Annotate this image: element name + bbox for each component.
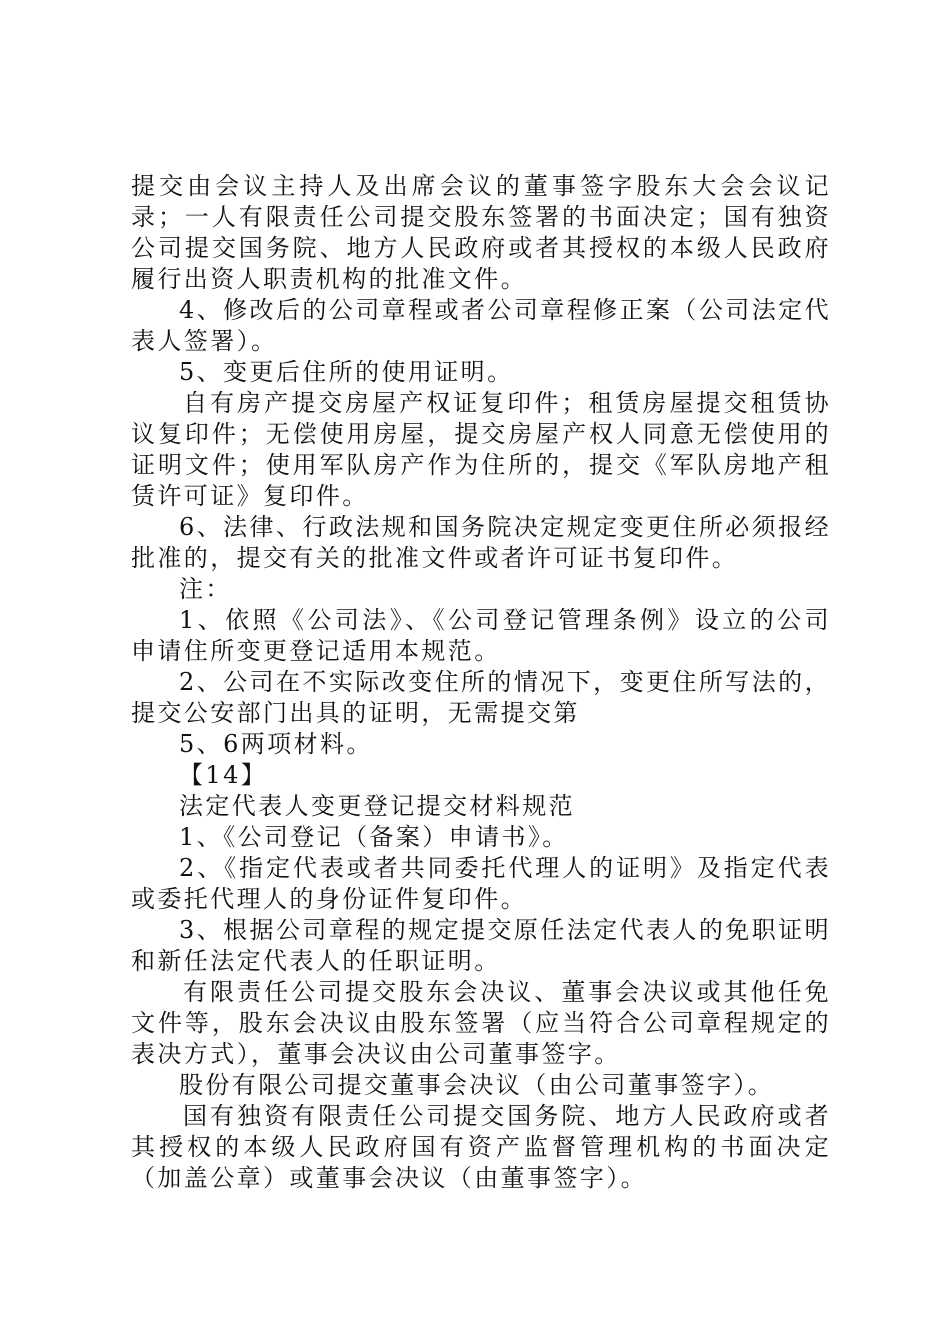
paragraph-meeting-records: 提交由会议主持人及出席会议的董事签字股东大会会议记录；一人有限责任公司提交股东签署的书面决定；国有独资公司提交国务院、地方人民政府或者其授权的本级人民政府履行出资人职责机构的批准文件。	[131, 172, 831, 293]
document-body	[131, 171, 831, 1194]
paragraph-requirement-2: 2、《指定代表或者共同委托代理人的证明》及指定代表或委托代理人的身份证件复印件。	[131, 854, 831, 913]
paragraph-requirement-1: 1、《公司登记（备案）申请书》。	[179, 823, 569, 851]
paragraph-item-4: 4、修改后的公司章程或者公司章程修正案（公司法定代表人签署）。	[131, 296, 831, 355]
paragraph-item-6: 6、法律、行政法规和国务院决定规定变更住所必须报经批准的，提交有关的批准文件或者许可证书复印件。	[131, 513, 831, 572]
paragraph-note-2: 2、公司在不实际改变住所的情况下，变更住所写法的，提交公安部门出具的证明，无需提交第	[131, 668, 831, 727]
paragraph-state-owned-documents: 国有独资有限责任公司提交国务院、地方人民政府或者其授权的本级人民政府国有资产监督管理机构的书面决定（加盖公章）或董事会决议（由董事签字）。	[131, 1102, 831, 1192]
paragraph-note-1: 1、依照《公司法》、《公司登记管理条例》设立的公司申请住所变更登记适用本规范。	[131, 606, 831, 665]
paragraph-joint-stock-documents: 股份有限公司提交董事会决议（由公司董事签字）。	[179, 1071, 775, 1099]
paragraph-item-5: 5、变更后住所的使用证明。	[179, 358, 514, 386]
paragraph-property-proof: 自有房产提交房屋产权证复印件；租赁房屋提交租赁协议复印件；无偿使用房屋，提交房屋产权人同意无偿使用的证明文件；使用军队房产作为住所的，提交《军队房地产租赁许可证》复印件。	[131, 389, 831, 510]
paragraph-note-2-continued: 5、6两项材料。	[179, 730, 373, 758]
section-title: 法定代表人变更登记提交材料规范	[179, 792, 575, 820]
section-number: 【14】	[179, 761, 268, 789]
paragraph-llc-documents: 有限责任公司提交股东会决议、董事会决议或其他任免文件等，股东会决议由股东签署（应当符合公司章程规定的表决方式），董事会决议由公司董事签字。	[131, 978, 831, 1068]
paragraph-requirement-3: 3、根据公司章程的规定提交原任法定代表人的免职证明和新任法定代表人的任职证明。	[131, 916, 831, 975]
paragraph-note-heading: 注：	[179, 575, 232, 603]
